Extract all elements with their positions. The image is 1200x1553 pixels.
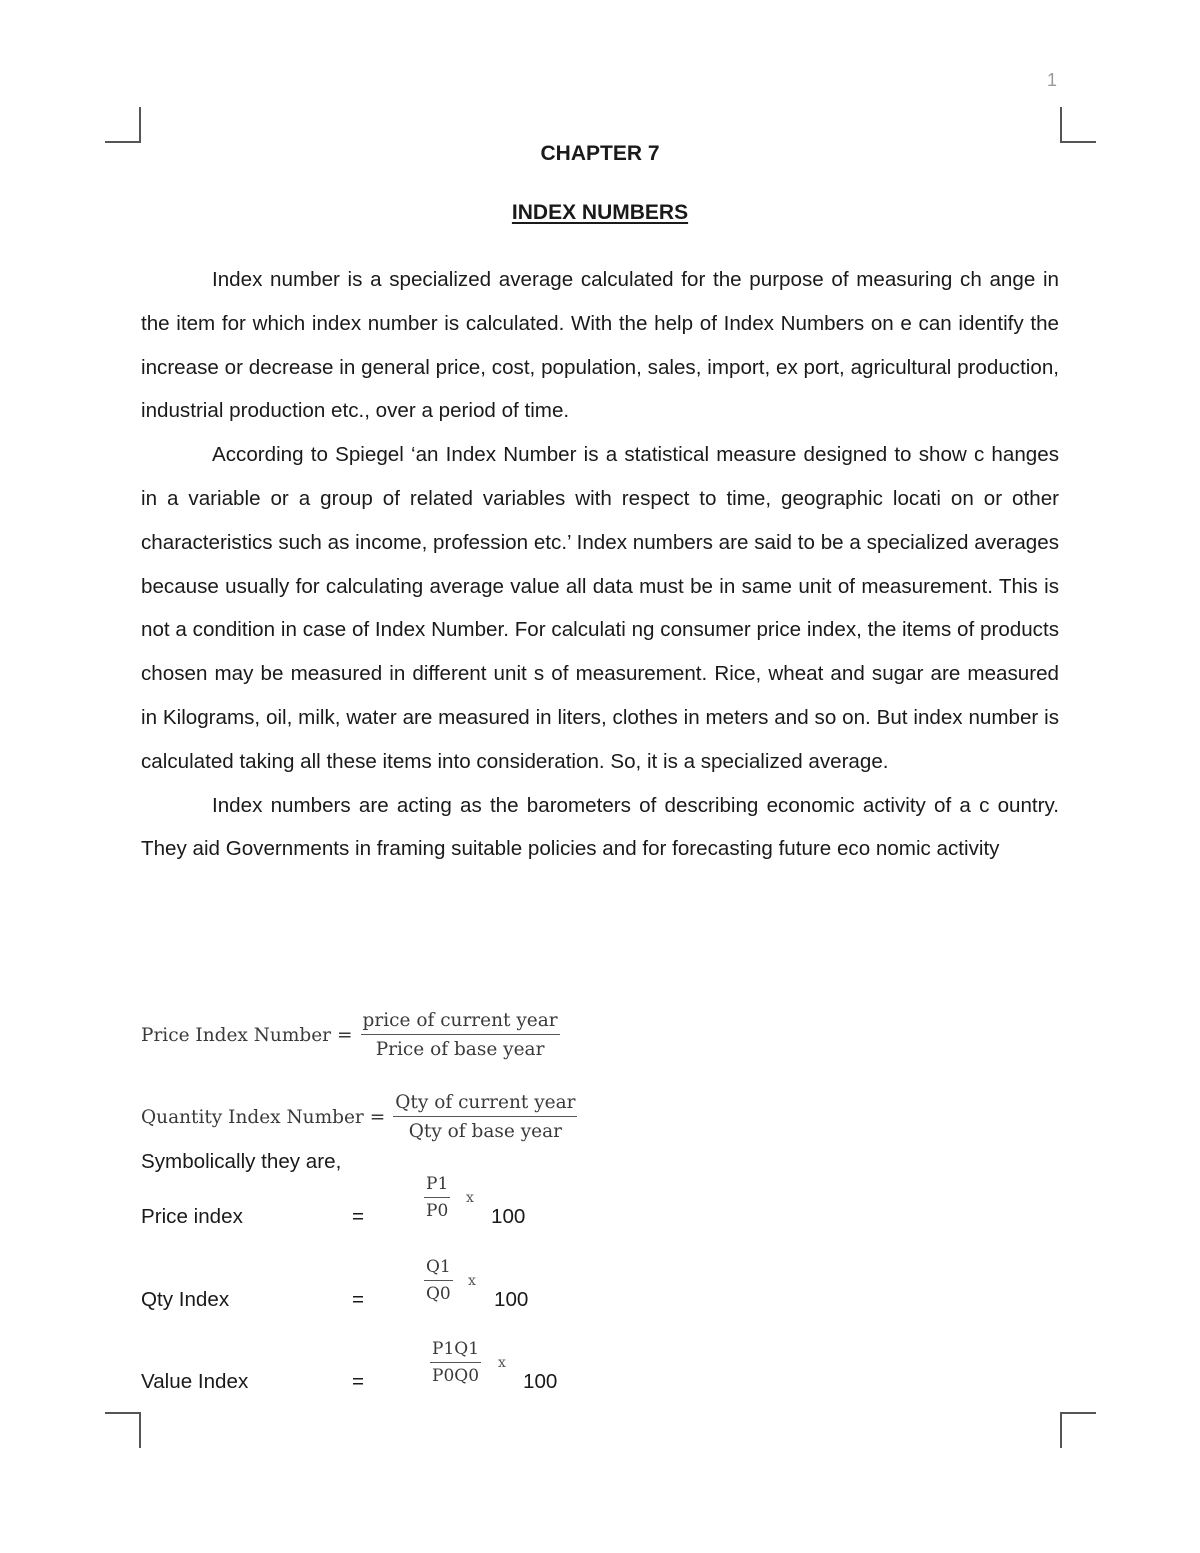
quantity-index-formula (141, 1092, 577, 1142)
row-denominator: P0 (426, 1201, 449, 1221)
body-text (141, 258, 1059, 871)
row-factor: 100 (491, 1205, 526, 1228)
row-label: Value Index (141, 1370, 249, 1393)
formula-equals: = (369, 1106, 386, 1128)
page-number: 1 (1046, 70, 1057, 90)
paragraph: Index number is a specialized average calculated for the purpose of measuring ch ange in the item for which index number is calculated. With the help of Index Numbers on e can identify the increase or decrease in general price, cost, population, sales, import, ex port, agricultural production, industrial production etc., over a period of time. (141, 268, 1059, 423)
crop-mark-top-right (1060, 107, 1096, 143)
formula-lhs: Quantity Index Number (141, 1106, 364, 1128)
formula-lhs: Price Index Number (141, 1024, 332, 1046)
formula-denominator: Price of base year (375, 1039, 545, 1060)
row-numerator: P1Q1 (430, 1339, 481, 1363)
row-numerator: Q1 (424, 1257, 453, 1281)
row-fraction (430, 1339, 481, 1386)
formula-equals: = (337, 1024, 353, 1046)
row-label: Price index (141, 1205, 243, 1228)
row-factor: 100 (494, 1288, 529, 1311)
formula-denominator: Qty of base year (408, 1121, 563, 1142)
formula-numerator: Qty of current year (393, 1092, 577, 1117)
paragraph: According to Spiegel ‘an Index Number is a statistical measure designed to show c hanges in a variable or a group of related variables with respect to time, geographic locati on or other characteristics such as income, profession etc.’ Index numbers are said to be a specialized averages because usually for calculating average value all data must be in same unit of measurement. This is not a condition in case of Index Number. For calculati ng consumer price index, the items of products chosen may be measured in different unit s of measurement. Rice, wheat and sugar are measured in Kilograms, oil, milk, water are measured in liters, clothes in meters and so on. But index number is calculated taking all these items into consideration. So, it is a specialized average. (141, 443, 1059, 773)
chapter-title: INDEX NUMBERS (511, 201, 689, 224)
row-denominator: Q0 (426, 1284, 451, 1304)
value-index-row (0, 1335, 1200, 1425)
crop-mark-top-left (105, 107, 141, 143)
chapter-label: CHAPTER 7 (540, 142, 660, 165)
row-factor: 100 (523, 1370, 558, 1393)
row-equals: = (352, 1288, 365, 1311)
row-times: x (466, 1190, 474, 1206)
row-equals: = (352, 1370, 365, 1393)
row-label: Qty Index (141, 1288, 230, 1311)
price-index-row (0, 1170, 1200, 1260)
row-times: x (468, 1273, 476, 1289)
row-fraction (424, 1174, 450, 1221)
qty-index-row (0, 1253, 1200, 1343)
paragraph: Index numbers are acting as the barometers of describing economic activity of a c ountry. They aid Governments in framing suitable policies and for forecasting future eco nomic activity (141, 793, 1059, 861)
row-times: x (498, 1355, 506, 1371)
formula-fraction (361, 1010, 560, 1060)
row-denominator: P0Q0 (432, 1366, 480, 1386)
symbolic-intro: Symbolically they are, (141, 1150, 342, 1173)
price-index-formula (141, 1010, 560, 1060)
row-equals: = (352, 1205, 365, 1228)
row-fraction (424, 1257, 453, 1304)
formula-numerator: price of current year (361, 1010, 560, 1035)
formula-fraction (393, 1092, 577, 1142)
row-numerator: P1 (424, 1174, 450, 1198)
